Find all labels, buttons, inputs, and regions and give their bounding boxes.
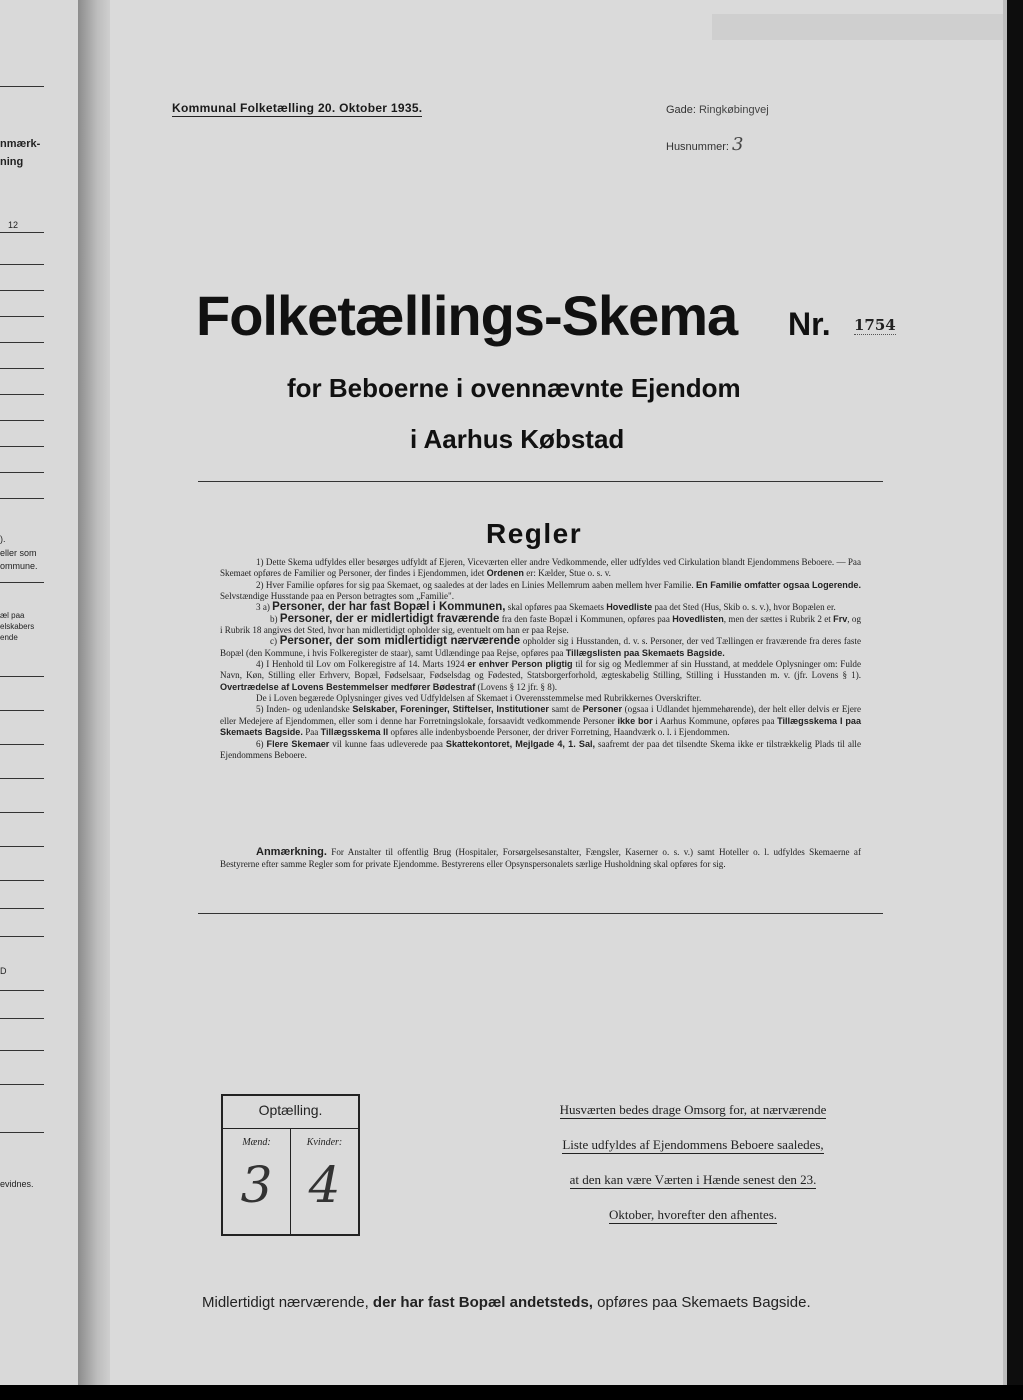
census-header: Kommunal Folketælling 20. Oktober 1935. — [172, 101, 423, 115]
women-count: 4 — [308, 1156, 341, 1214]
annotation-note — [220, 847, 861, 870]
left-page-rule — [0, 676, 44, 677]
left-page-rule — [0, 1084, 44, 1085]
left-page-rule — [0, 812, 44, 813]
rule-6: 6) Flere Skemaer vil kunne faas udleverede paa Skattekontoret, Mejlgade 4, 1. Sal, saafremt der paa det tilsendte Skema ikke er tilstrækkelig Plads til alle Ejendommens Beboere. — [220, 738, 861, 760]
men-count: 3 — [240, 1156, 273, 1214]
rule-4: 4) I Henhold til Lov om Folkeregistre af 14. Marts 1924 er enhver Person pligtig til for sig og Medlemmer af sin Husstand, at meddele Oplysninger om: Fulde Navn, Køn, Stilling eller Erhverv, Bopæl, Fødselsaar, Fødselsdag og Fødested, Statsborgerforhold, ægteskabelig Stilling, Stilling i Husstanden m. v. (jfr. Lovens § 1). Overtrædelse af Lovens Bestemmelser medfører Bødestraf (Lovens § 12 jfr. § 8). — [220, 659, 861, 692]
annotation-label: Anmærkning. — [256, 846, 327, 858]
women-label: Kvinder: — [306, 1137, 343, 1148]
men-label: Mænd: — [242, 1137, 271, 1148]
left-page-rule — [0, 1050, 44, 1051]
left-page-text: elskabers — [0, 622, 35, 631]
left-page-rule — [0, 744, 44, 745]
notice-line: Husværten bedes drage Omsorg for, at nærværende — [559, 1102, 827, 1117]
left-page-rule — [0, 908, 44, 909]
divider — [198, 913, 883, 914]
house-number-label: Husnummer: — [666, 141, 729, 153]
form-number-value: 1754 — [854, 316, 896, 334]
rule-4-note: De i Loven begærede Oplysninger gives ved Udfyldelsen af Skemaet i Overensstemmelse med Rubrikkernes Overskrifter. — [256, 693, 702, 704]
left-page-text: ning — [0, 156, 24, 168]
left-page-rule — [0, 710, 44, 711]
left-page-rule — [0, 394, 44, 395]
street-value: Ringkøbingvej — [698, 104, 769, 116]
form-subtitle: for Beboerne i ovennævnte Ejendom — [287, 373, 741, 403]
left-page-rule — [0, 936, 44, 937]
left-page-rule — [0, 420, 44, 421]
count-box — [221, 1094, 360, 1236]
left-page-rule — [0, 446, 44, 447]
left-page-rule — [0, 86, 44, 87]
left-page-text: nmærk- — [0, 138, 41, 150]
left-page-rule — [0, 1132, 44, 1133]
left-page-text: D — [0, 966, 7, 976]
rule-3a: 3 a) Personer, der har fast Bopæl i Kommunen, skal opføres paa Skemaets Hovedliste paa det Sted (Hus, Skib o. s. v.), hvor Bopælen er. — [256, 601, 836, 614]
annotation-text: For Anstalter til offentlig Brug (Hospitaler, Forsørgelsesanstalter, Fængsler, Kaserner o. s. v.) samt Hoteller o. l. udfyldes Skemaerne af Bestyrerne efter samme Regler som for private Ejendomme. Bestyrerens eller Opsynspersonalets særlige Husholdning skal opføres for sig. — [220, 847, 861, 869]
left-page-text: ). — [0, 534, 6, 544]
divider — [198, 481, 883, 482]
house-number-value: 3 — [731, 134, 744, 155]
page-edge — [1003, 0, 1023, 1385]
form-subtitle-city: i Aarhus Købstad — [410, 424, 625, 454]
left-page-rule — [0, 232, 44, 233]
street-field — [666, 104, 769, 116]
left-page-text: æl paa — [0, 611, 25, 620]
left-page-rule — [0, 990, 44, 991]
left-page-rule — [0, 472, 44, 473]
left-page-rule — [0, 342, 44, 343]
left-page-rule — [0, 582, 44, 583]
left-page-rule — [0, 316, 44, 317]
left-page-text: evidnes. — [0, 1179, 34, 1189]
rules-heading: Regler — [486, 518, 583, 549]
form-number-label: Nr. — [788, 306, 831, 342]
left-page-rule — [0, 1018, 44, 1019]
house-number-field — [666, 134, 743, 155]
left-page-rule — [0, 846, 44, 847]
left-page-text: ommune. — [0, 561, 38, 571]
notice-line: at den kan være Værten i Hænde senest den 23. — [569, 1172, 817, 1187]
street-label: Gade: — [666, 104, 696, 116]
left-page-rule — [0, 290, 44, 291]
rule-5: 5) Inden- og udenlandske Selskaber, Foreninger, Stiftelser, Institutioner samt de Personer (ogsaa i Udlandet hjemmehørende), der helt eller delvis er Ejere eller Medejere af Ejendommen, eller som i denne har Forretningslokale, forsaavidt vedkommende Personer ikke bor i Aarhus Kommune, opføres paa Tillægsskema I paa Skemaets Bagside. Paa Tillægsskema II opføres alle indenbysboende Personer, der driver Forretning, Haandværk o. l. i Ejendommen. — [220, 704, 861, 738]
left-page-strip — [0, 0, 79, 1385]
rule-1: 1) Dette Skema udfyldes eller besørges udfyldt af Ejeren, Viceværten eller andre Vedkommende, eller udfyldes ved Cirkulation blandt Ejendommens Beboere. — Paa Skemaet opføres de Familier og Personer, der findes i Ejendommen, idet Ordenen er: Kælder, Stue o. s. v. — [220, 557, 861, 579]
notice-line: Oktober, hvorefter den afhentes. — [608, 1207, 778, 1222]
left-page-rule — [0, 368, 44, 369]
left-page-rule — [0, 778, 44, 779]
left-page-text: ende — [0, 633, 18, 642]
left-page-rule — [0, 880, 44, 881]
count-title: Optælling. — [258, 1102, 323, 1118]
book-gutter — [78, 0, 110, 1385]
notice-line: Liste udfyldes af Ejendommens Beboere saaledes, — [562, 1137, 824, 1152]
rule-2: 2) Hver Familie opføres for sig paa Skemaet, og saaledes at der lades en Linies Mellemrum aaben mellem hver Familie. En Familie omfatter ogsaa Logerende. Selvstændige Husstande paa en Person betragtes som „Familie". — [220, 579, 861, 602]
rule-3c: c) Personer, der som midlertidigt nærværende opholder sig i Husstanden, d. v. s. Personer, der ved Tællingen er fraværende fra deres faste Bopæl (den Kommune, i hvis Folkeregister de staar), samt Udlændinge paa Rejse, opføres paa Tillægslisten paa Skemaets Bagside. — [220, 635, 861, 658]
left-page-rule — [0, 498, 44, 499]
footer-note: Midlertidigt nærværende, der har fast Bopæl andetsteds, opføres paa Skemaets Bagside. — [202, 1294, 811, 1311]
left-page-text: 12 — [8, 220, 19, 230]
left-page-rule — [0, 264, 44, 265]
left-page-text: eller som — [0, 548, 37, 558]
paper-tab — [712, 14, 1023, 40]
rules-text — [220, 557, 861, 761]
form-title: Folketællings-Skema — [196, 284, 738, 347]
rule-3b: b) Personer, der er midlertidigt fraværende fra den faste Bopæl i Kommunen, opføres paa Hovedlisten, men der sættes i Rubrik 2 et Frv, og i Rubrik 18 angives det Sted, hvor han midlertidigt opholder sig, eventuelt om han er paa Rejse. — [220, 612, 862, 636]
